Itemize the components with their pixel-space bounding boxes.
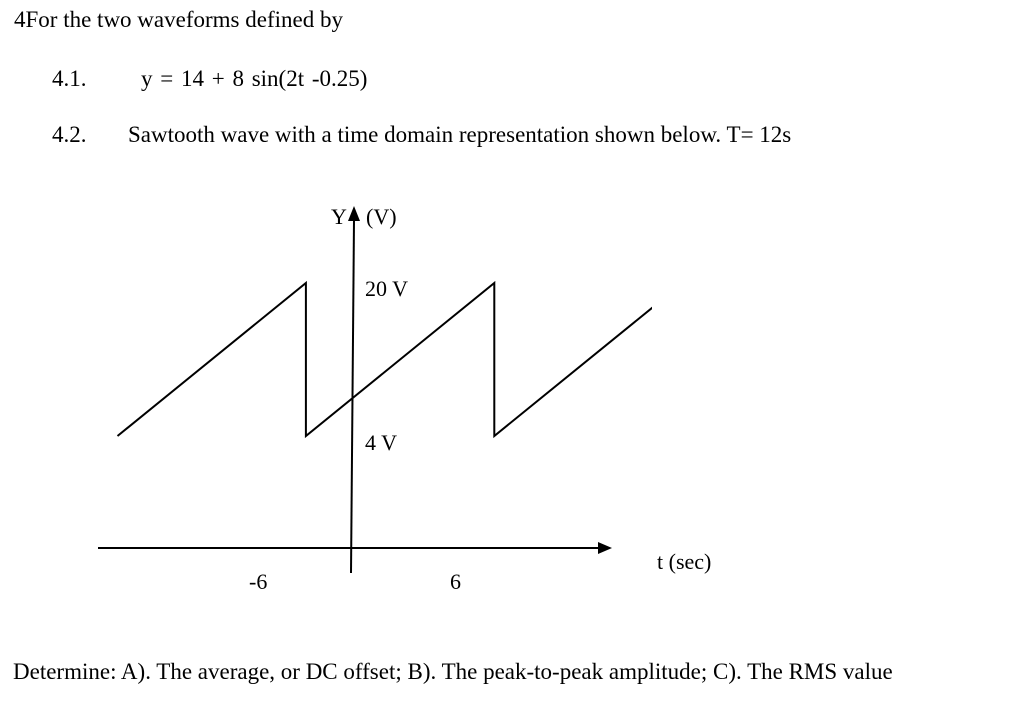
item-4-2-text: Sawtooth wave with a time domain representation shown below. T= 12s: [128, 122, 792, 147]
item-4-1-number: 4.1.: [52, 66, 87, 91]
y-axis-name: Y: [331, 204, 347, 229]
question-text: Determine: A). The average, or DC offset; B). The peak-to-peak amplitude; C). The RMS value: [13, 659, 893, 684]
problem-heading: 4For the two waveforms defined by: [14, 7, 343, 32]
item-4-2-number: 4.2.: [52, 122, 87, 147]
x-axis-arrowhead: [598, 542, 612, 554]
y-axis-unit-label: (V): [366, 204, 397, 229]
sawtooth-series-line: [118, 283, 683, 436]
annotation-max-value: 20 V: [365, 276, 408, 301]
y-axis-arrowhead: [348, 206, 360, 221]
x-tick-label-6: 6: [450, 569, 461, 594]
item-4-1-equation: y = 14 + 8 sin(2t -0.25): [141, 66, 368, 91]
x-tick-label-neg6: -6: [249, 569, 268, 594]
annotation-min-value: 4 V: [365, 430, 397, 455]
x-axis-label: t (sec): [657, 549, 712, 574]
